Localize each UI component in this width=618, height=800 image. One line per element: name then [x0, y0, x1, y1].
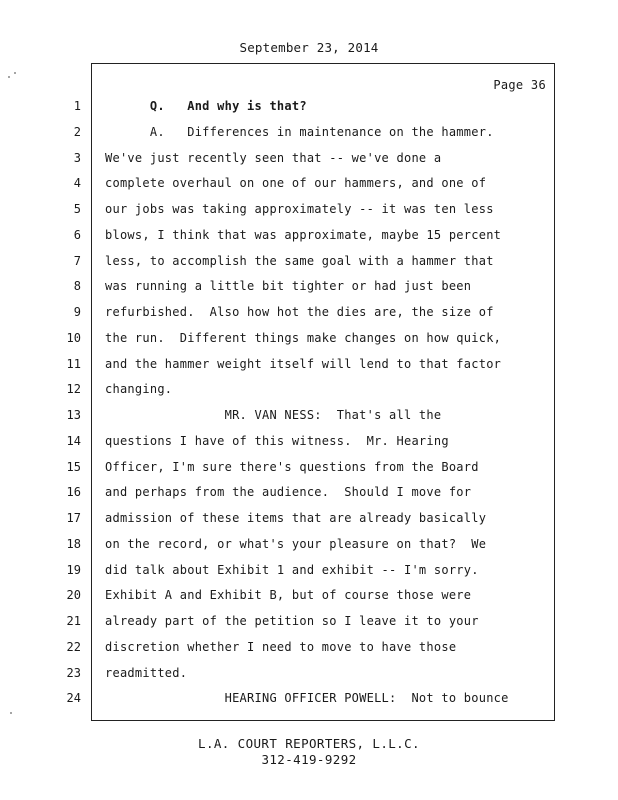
- line-number: 3: [73, 151, 81, 165]
- line-number: 13: [66, 408, 81, 422]
- transcript-line: We've just recently seen that -- we've done a: [105, 151, 442, 165]
- line-number: 18: [66, 537, 81, 551]
- scan-artifact: [14, 72, 16, 74]
- transcript-line: refurbished. Also how hot the dies are, the size of: [105, 305, 494, 319]
- transcript-line: on the record, or what's your pleasure on that? We: [105, 537, 487, 551]
- transcript-line: MR. VAN NESS: That's all the: [105, 408, 442, 422]
- line-number: 23: [66, 666, 81, 680]
- line-number: 1: [73, 99, 81, 113]
- scan-artifact: [8, 76, 10, 78]
- line-number: 2: [73, 125, 81, 139]
- transcript-line: and the hammer weight itself will lend to that factor: [105, 357, 502, 371]
- transcript-line: Q. And why is that?: [105, 99, 307, 113]
- line-number: 6: [73, 228, 81, 242]
- line-number: 22: [66, 640, 81, 654]
- court-reporter-name: L.A. COURT REPORTERS, L.L.C.: [198, 736, 420, 751]
- line-number: 24: [66, 691, 81, 705]
- transcript-date: September 23, 2014: [239, 40, 379, 55]
- transcript-line: readmitted.: [105, 666, 188, 680]
- transcript-line: questions I have of this witness. Mr. Hearing: [105, 434, 449, 448]
- transcript-line: less, to accomplish the same goal with a hammer that: [105, 254, 494, 268]
- transcript-line: was running a little bit tighter or had just been: [105, 279, 472, 293]
- transcript-line: A. Differences in maintenance on the hammer.: [105, 125, 494, 139]
- line-number: 8: [73, 279, 81, 293]
- line-number-column: [0, 0, 91, 800]
- scan-artifact: [10, 712, 12, 714]
- transcript-line: admission of these items that are already basically: [105, 511, 487, 525]
- page-number: Page 36: [493, 78, 546, 92]
- line-number: 7: [73, 254, 81, 268]
- court-reporter-phone: 312-419-9292: [261, 752, 357, 767]
- transcript-line: the run. Different things make changes on how quick,: [105, 331, 502, 345]
- line-number: 5: [73, 202, 81, 216]
- line-number: 21: [66, 614, 81, 628]
- line-number: 16: [66, 485, 81, 499]
- transcript-line: discretion whether I need to move to have those: [105, 640, 457, 654]
- transcript-line: Exhibit A and Exhibit B, but of course those were: [105, 588, 472, 602]
- transcript-line: did talk about Exhibit 1 and exhibit -- I'm sorry.: [105, 563, 479, 577]
- line-number: 20: [66, 588, 81, 602]
- line-number: 9: [73, 305, 81, 319]
- transcript-line: complete overhaul on one of our hammers, and one of: [105, 176, 487, 190]
- line-number: 11: [66, 357, 81, 371]
- transcript-line: HEARING OFFICER POWELL: Not to bounce: [105, 691, 509, 705]
- transcript-line: and perhaps from the audience. Should I move for: [105, 485, 472, 499]
- line-number: 4: [73, 176, 81, 190]
- transcript-line: changing.: [105, 382, 173, 396]
- line-number: 10: [66, 331, 81, 345]
- line-number: 15: [66, 460, 81, 474]
- line-number: 19: [66, 563, 81, 577]
- transcript-line: Officer, I'm sure there's questions from the Board: [105, 460, 479, 474]
- line-number: 14: [66, 434, 81, 448]
- transcript-line: our jobs was taking approximately -- it was ten less: [105, 202, 494, 216]
- transcript-line: already part of the petition so I leave it to your: [105, 614, 479, 628]
- transcript-line: blows, I think that was approximate, maybe 15 percent: [105, 228, 502, 242]
- line-number: 17: [66, 511, 81, 525]
- line-number: 12: [66, 382, 81, 396]
